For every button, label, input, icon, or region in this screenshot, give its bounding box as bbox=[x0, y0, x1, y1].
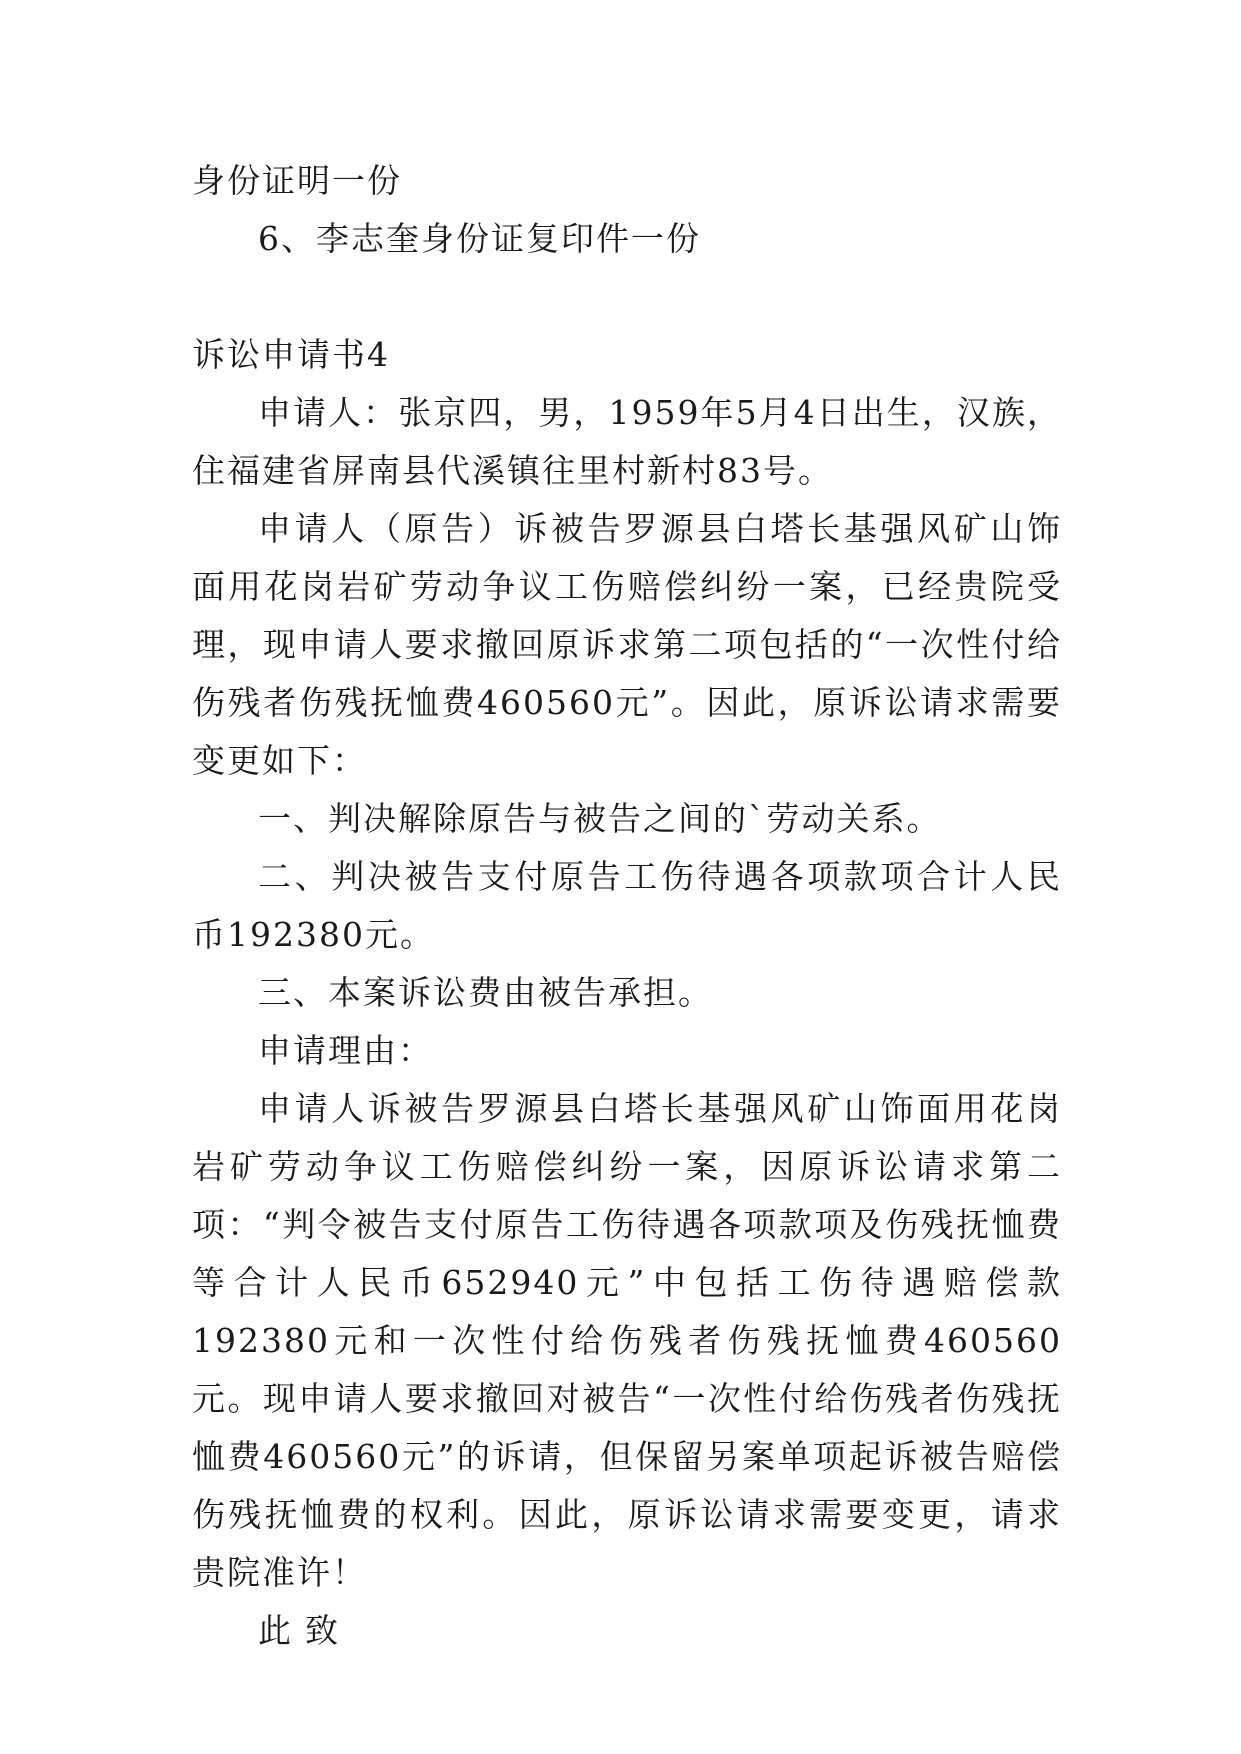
paragraph-gap bbox=[192, 268, 1062, 326]
applicant-paragraph: 申请人：张京四，男，1959年5月4日出生，汉族，住福建省屏南县代溪镇往里村新村83号。 bbox=[192, 393, 1062, 490]
reason-heading: 申请理由： bbox=[258, 1031, 433, 1070]
request-item-3: 三、本案诉讼费由被告承担。 bbox=[258, 973, 713, 1012]
request-item-2: 二、判决被告支付原告工伤待遇各项款项合计人民币192380元。 bbox=[192, 857, 1062, 954]
request-item-1: 一、判决解除原告与被告之间的`劳动关系。 bbox=[258, 799, 942, 838]
document-title: 诉讼申请书4 bbox=[192, 335, 390, 374]
text-line-attachment-6: 6、李志奎身份证复印件一份 bbox=[258, 219, 701, 258]
closing-salutation: 此致 bbox=[258, 1611, 352, 1650]
text-line-identity-proof: 身份证明一份 bbox=[192, 161, 402, 200]
document-body bbox=[192, 152, 1062, 1660]
intro-paragraph: 申请人（原告）诉被告罗源县白塔长基强风矿山饰面用花岗岩矿劳动争议工伤赔偿纠纷一案，已经贵院受理，现申请人要求撤回原诉求第二项包括的“一次性付给伤残者伤残抚恤费460560元”。因此，原诉讼请求需要变更如下： bbox=[192, 509, 1062, 780]
reason-paragraph: 申请人诉被告罗源县白塔长基强风矿山饰面用花岗岩矿劳动争议工伤赔偿纠纷一案，因原诉讼请求第二项：“判令被告支付原告工伤待遇各项款项及伤残抚恤费等合计人民币652940元”中包括工伤待遇赔偿款192380元和一次性付给伤残者伤残抚恤费460560元。现申请人要求撤回对被告“一次性付给伤残者伤残抚恤费460560元”的诉请，但保留另案单项起诉被告赔偿伤残抚恤费的权利。因此，原诉讼请求需要变更，请求贵院准许！ bbox=[192, 1089, 1062, 1592]
